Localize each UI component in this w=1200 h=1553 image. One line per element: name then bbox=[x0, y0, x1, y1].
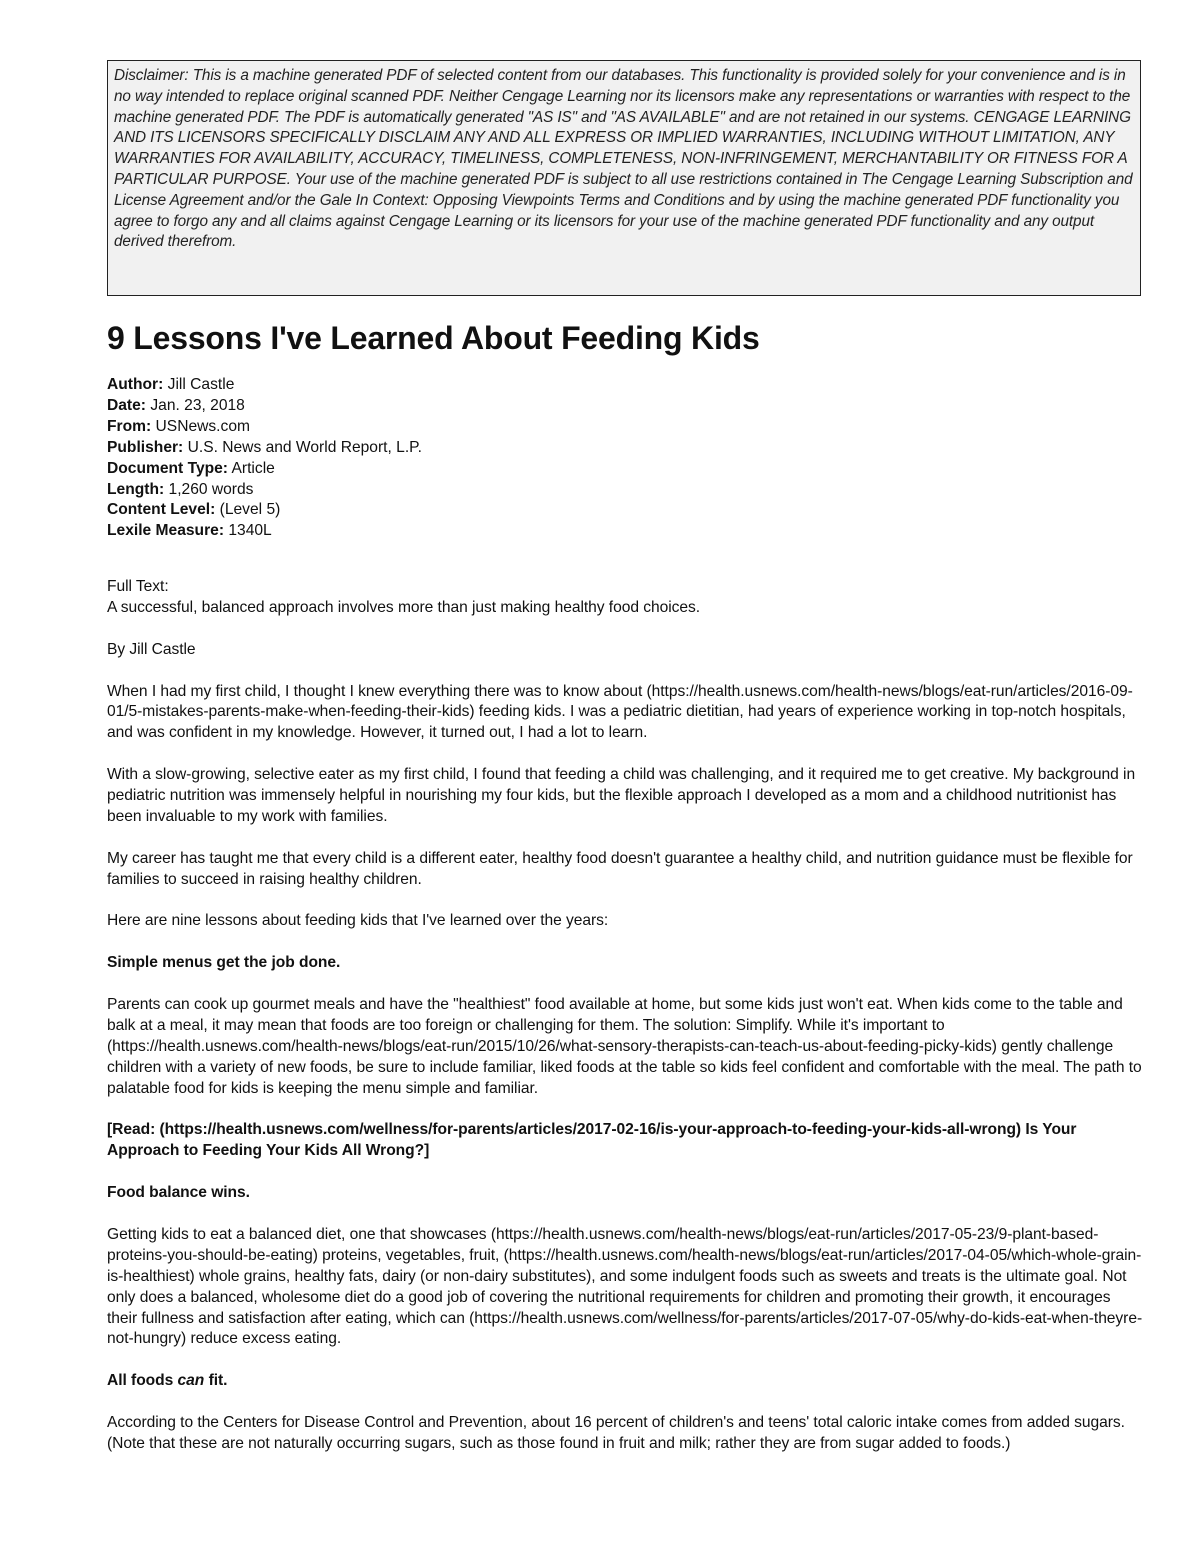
meta-date: Date: Jan. 23, 2018 bbox=[107, 396, 245, 414]
article-title: 9 Lessons I've Learned About Feeding Kids bbox=[107, 320, 760, 356]
paragraph: When I had my first child, I thought I knew everything there was to know about (https://health.usnews.com/health-news/blogs/eat-run/articles/2016-09-01/5-mistakes-parents-make-when-feeding-their-kids) feeding kids. I was a pediatric dietitian, had years of experience working in top-notch hospitals, and was confident in my knowledge. However, it turned out, I had a lot to learn. bbox=[107, 682, 1133, 742]
byline: By Jill Castle bbox=[107, 640, 196, 658]
section-heading: Simple menus get the job done. bbox=[107, 954, 341, 972]
meta-content-level: Content Level: (Level 5) bbox=[107, 501, 281, 519]
meta-from: From: USNews.com bbox=[107, 417, 250, 435]
disclaimer-box: Disclaimer: This is a machine generated PDF of selected content from our databases. This functionality is provided solely for your convenience and is in no way intended to replace original scanned PDF. Neither Cengage Learning nor its licensors make any representations or warranties with respect to the machine generated PDF. The PDF is automatically generated "AS IS" and "AS AVAILABLE" and are not retained in our systems. CENGAGE LEARNING AND ITS LICENSORS SPECIFICALLY DISCLAIM ANY AND ALL EXPRESS OR IMPLIED WARRANTIES, INCLUDING WITHOUT LIMITATION, ANY WARRANTIES FOR AVAILABILITY, ACCURACY, TIMELINESS, COMPLETENESS, NON-INFRINGEMENT, MERCHANTABILITY OR FITNESS FOR A PARTICULAR PURPOSE. Your use of the machine generated PDF is subject to all use restrictions contained in The Cengage Learning Subscription and License Agreement and/or the Gale In Context: Opposing Viewpoints Terms and Conditions and by using the machine generated PDF functionality you agree to forgo any and all claims against Cengage Learning or its licensors for your use of the machine generated PDF functionality and any output derived therefrom. bbox=[107, 60, 1141, 296]
paragraph: According to the Centers for Disease Control and Prevention, about 16 percent of children's and teens' total caloric intake comes from added sugars. (Note that these are not naturally occurring sugars, such as those found in fruit and milk; rather they are from sugar added to foods.) bbox=[107, 1414, 1125, 1452]
full-text-label: Full Text: bbox=[107, 578, 169, 595]
paragraph: With a slow-growing, selective eater as my first child, I found that feeding a child was challenging, and it required me to get creative. My background in pediatric nutrition was immensely helpful in nourishing my four kids, but the flexible approach I developed as a mom and a childhood nutritionist has been invaluable to my work with families. bbox=[107, 766, 1136, 825]
read-also-link: [Read: (https://health.usnews.com/wellness/for-parents/articles/2017-02-16/is-your-approach-to-feeding-your-kids-all-wrong) Is Your Approach to Feeding Your Kids All Wrong?] bbox=[107, 1121, 1077, 1160]
article-subtitle: A successful, balanced approach involves more than just making healthy food choices. bbox=[107, 598, 701, 616]
meta-document-type: Document Type: Article bbox=[107, 459, 275, 477]
section-heading: Food balance wins. bbox=[107, 1184, 250, 1202]
meta-publisher: Publisher: U.S. News and World Report, L.P. bbox=[107, 438, 422, 456]
meta-lexile-measure: Lexile Measure: 1340L bbox=[107, 522, 272, 540]
article-metadata bbox=[107, 375, 422, 542]
paragraph: Getting kids to eat a balanced diet, one that showcases (https://health.usnews.com/health-news/blogs/eat-run/articles/2017-05-23/9-plant-based-proteins-you-should-be-eating) proteins, vegetables, fruit, (https://health.usnews.com/health-news/blogs/eat-run/articles/2017-04-05/which-whole-grain-is-healthiest) whole grains, healthy fats, dairy (or non-dairy substitutes), and some indulgent foods such as sweets and treats is the ultimate goal. Not only does a balanced, wholesome diet do a good job of covering the nutritional requirements for children and promoting their growth, it encourages their fullness and satisfaction after eating, which can (https://health.usnews.com/wellness/for-parents/articles/2017-07-05/why-do-kids-eat-when-theyre-not-hungry) reduce excess eating. bbox=[107, 1225, 1143, 1348]
meta-length: Length: 1,260 words bbox=[107, 480, 254, 498]
meta-author: Author: Jill Castle bbox=[107, 376, 235, 393]
paragraph: Parents can cook up gourmet meals and have the "healthiest" food available at home, but some kids just won't eat. When kids come to the table and balk at a meal, it may mean that foods are too foreign or challenging for them. The solution: Simplify. While it's important to (https://health.usnews.com/health-news/blogs/eat-run/2015/10/26/what-sensory-therapists-can-teach-us-about-feeding-picky-kids) gently challenge children with a variety of new foods, be sure to include familiar, liked foods at the table so kids feel confident and comfortable with the meal. The path to palatable food for kids is keeping the menu simple and familiar. bbox=[107, 996, 1142, 1097]
section-heading: All foods can fit. bbox=[107, 1372, 228, 1390]
article-body bbox=[107, 577, 1143, 1476]
paragraph: Here are nine lessons about feeding kids that I've learned over the years: bbox=[107, 912, 609, 930]
paragraph: My career has taught me that every child is a different eater, healthy food doesn't guarantee a healthy child, and nutrition guidance must be flexible for families to succeed in raising healthy children. bbox=[107, 849, 1133, 888]
